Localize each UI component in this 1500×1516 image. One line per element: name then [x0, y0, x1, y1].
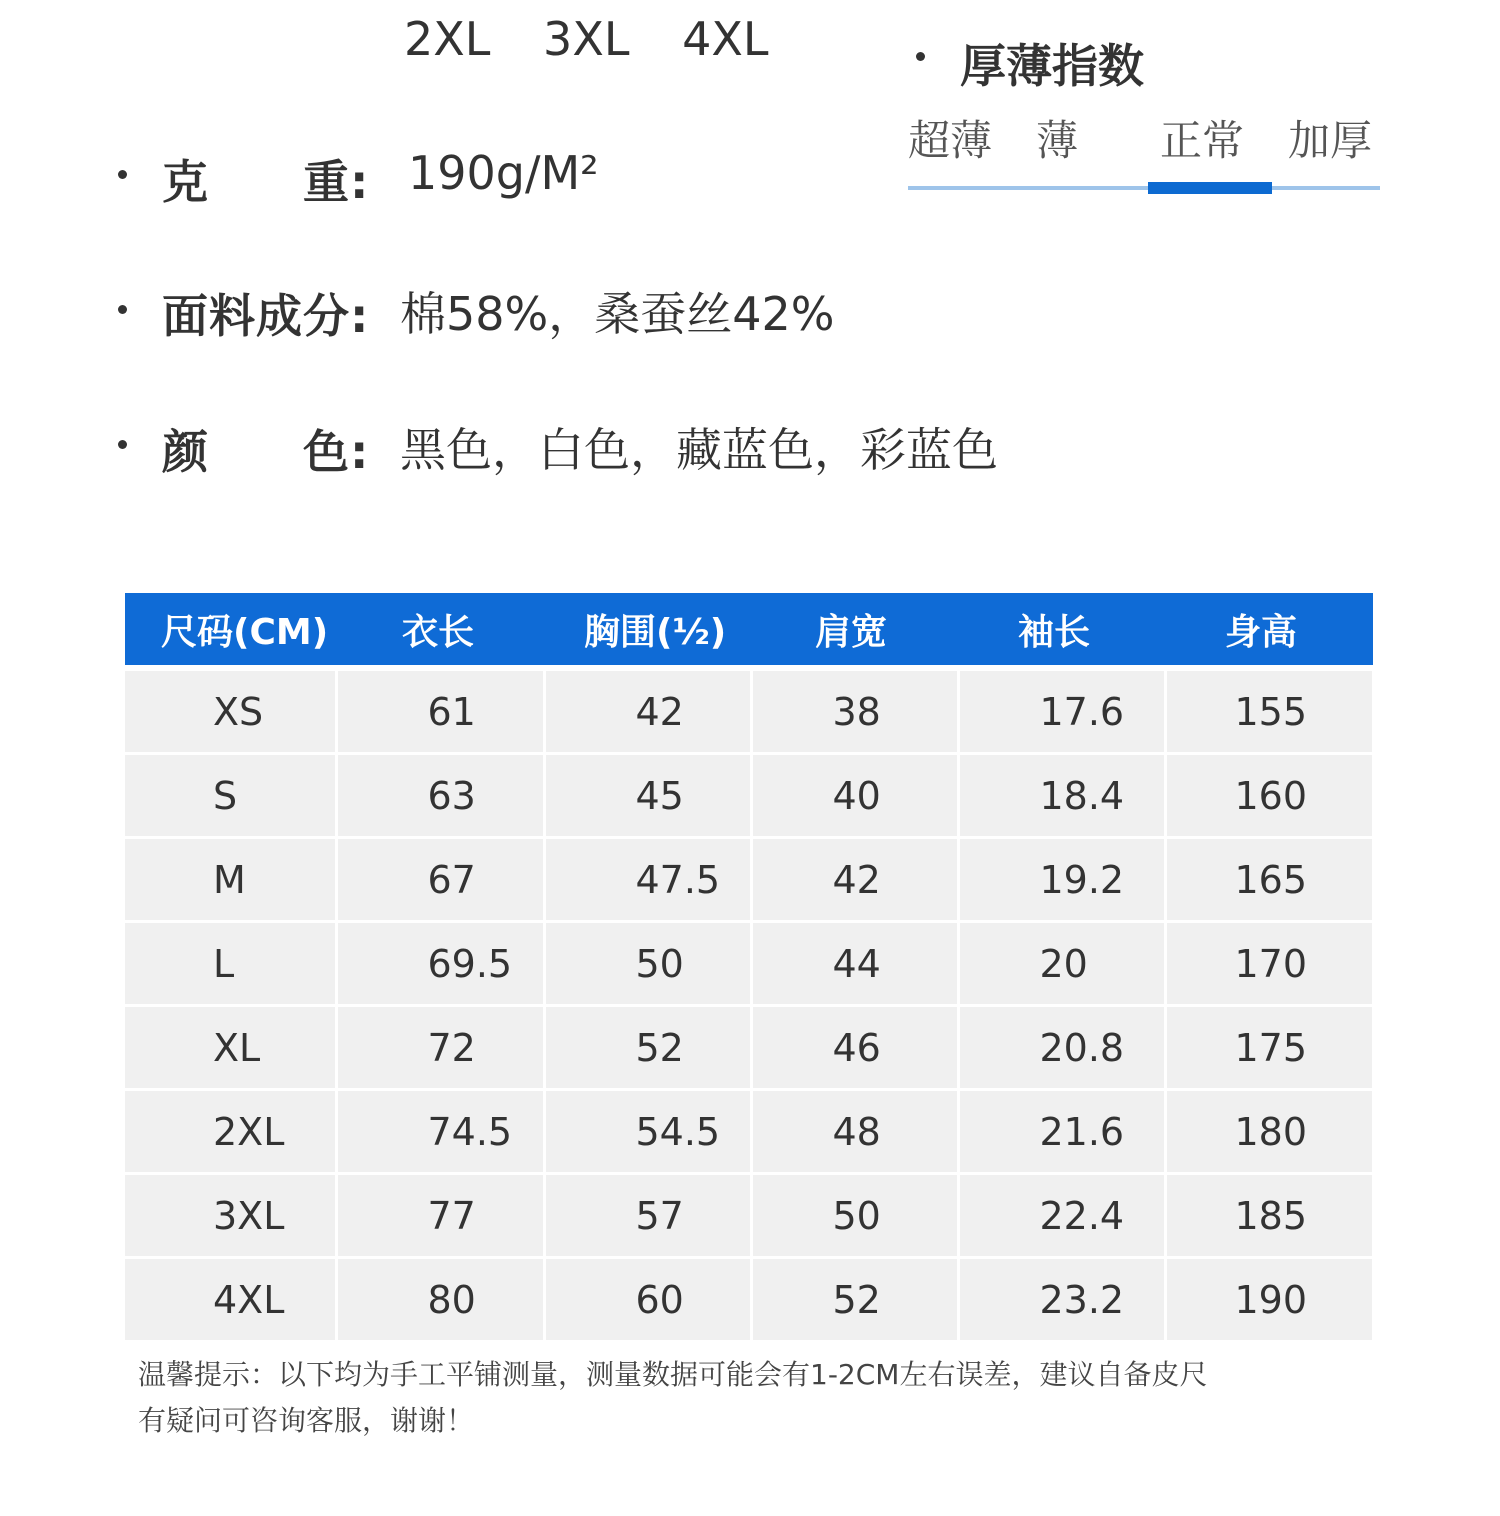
table-row [125, 1090, 1373, 1174]
size-option: 4XL [682, 12, 769, 66]
thickness-title: 厚薄指数 [960, 39, 1144, 93]
table-header-row [125, 593, 1373, 668]
cell-size: M [125, 838, 336, 922]
cell-length: 80 [336, 1258, 544, 1342]
thickness-track [908, 186, 1380, 190]
bullet-dot [916, 52, 925, 61]
note-line: 有疑问可咨询客服，谢谢！ [138, 1404, 475, 1437]
cell-height: 165 [1165, 838, 1373, 922]
cell-height: 160 [1165, 754, 1373, 838]
bullet-dot [118, 305, 127, 314]
cell-chest: 45 [544, 754, 751, 838]
size-table [125, 593, 1375, 1343]
cell-sleeve: 20 [958, 922, 1165, 1006]
cell-length: 74.5 [336, 1090, 544, 1174]
thickness-level-thick: 加厚 [1288, 116, 1373, 165]
cell-size: XS [125, 668, 336, 754]
table-row [125, 922, 1373, 1006]
bullet-dot [118, 440, 127, 449]
color-label: 颜 色: [162, 425, 370, 479]
cell-chest: 52 [544, 1006, 751, 1090]
table-row [125, 754, 1373, 838]
col-header-chest: 胸围(½) [544, 593, 751, 668]
cell-chest: 50 [544, 922, 751, 1006]
cell-size: 4XL [125, 1258, 336, 1342]
thickness-level-ultra-thin: 超薄 [908, 116, 993, 165]
cell-sleeve: 18.4 [958, 754, 1165, 838]
cell-length: 63 [336, 754, 544, 838]
cell-chest: 42 [544, 668, 751, 754]
table-row [125, 1006, 1373, 1090]
col-header-shoulder: 肩宽 [751, 593, 958, 668]
cell-sleeve: 21.6 [958, 1090, 1165, 1174]
weight-value: 190g/M² [408, 146, 599, 200]
cell-size: XL [125, 1006, 336, 1090]
cell-chest: 54.5 [544, 1090, 751, 1174]
cell-size: S [125, 754, 336, 838]
cell-shoulder: 42 [751, 838, 958, 922]
cell-length: 72 [336, 1006, 544, 1090]
cell-chest: 47.5 [544, 838, 751, 922]
cell-chest: 60 [544, 1258, 751, 1342]
cell-size: 3XL [125, 1174, 336, 1258]
col-header-height: 身高 [1165, 593, 1373, 668]
cell-length: 69.5 [336, 922, 544, 1006]
fabric-label: 面料成分: [162, 289, 370, 343]
cell-length: 67 [336, 838, 544, 922]
cell-sleeve: 19.2 [958, 838, 1165, 922]
table-row [125, 668, 1373, 754]
cell-shoulder: 52 [751, 1258, 958, 1342]
thickness-level-thin: 薄 [1036, 116, 1079, 165]
col-header-size: 尺码(CM) [125, 593, 336, 668]
size-option: 2XL [404, 12, 491, 66]
thickness-level-normal: 正常 [1160, 116, 1245, 165]
cell-sleeve: 17.6 [958, 668, 1165, 754]
cell-height: 175 [1165, 1006, 1373, 1090]
table-row [125, 838, 1373, 922]
cell-size: 2XL [125, 1090, 336, 1174]
cell-shoulder: 44 [751, 922, 958, 1006]
color-value: 黑色，白色，藏蓝色，彩蓝色 [400, 423, 998, 477]
cell-shoulder: 48 [751, 1090, 958, 1174]
table-row [125, 1258, 1373, 1342]
cell-sleeve: 22.4 [958, 1174, 1165, 1258]
cell-length: 77 [336, 1174, 544, 1258]
measurement-note [138, 1352, 1207, 1444]
table-body [125, 668, 1373, 1342]
cell-sleeve: 20.8 [958, 1006, 1165, 1090]
cell-height: 170 [1165, 922, 1373, 1006]
weight-label: 克 重: [162, 155, 370, 209]
cell-chest: 57 [544, 1174, 751, 1258]
cell-shoulder: 38 [751, 668, 958, 754]
size-option: 3XL [543, 12, 630, 66]
cell-shoulder: 50 [751, 1174, 958, 1258]
bullet-dot [118, 170, 127, 179]
table-row [125, 1174, 1373, 1258]
col-header-length: 衣长 [336, 593, 544, 668]
cell-height: 180 [1165, 1090, 1373, 1174]
cell-size: L [125, 922, 336, 1006]
cell-height: 155 [1165, 668, 1373, 754]
cell-shoulder: 46 [751, 1006, 958, 1090]
cell-length: 61 [336, 668, 544, 754]
cell-height: 185 [1165, 1174, 1373, 1258]
size-options [404, 12, 807, 66]
thickness-indicator [1148, 182, 1272, 194]
col-header-sleeve: 袖长 [958, 593, 1165, 668]
cell-height: 190 [1165, 1258, 1373, 1342]
note-line: 温馨提示：以下均为手工平铺测量，测量数据可能会有1-2CM左右误差，建议自备皮尺 [138, 1358, 1208, 1391]
fabric-value: 棉58%，桑蚕丝42% [400, 287, 835, 341]
cell-sleeve: 23.2 [958, 1258, 1165, 1342]
cell-shoulder: 40 [751, 754, 958, 838]
